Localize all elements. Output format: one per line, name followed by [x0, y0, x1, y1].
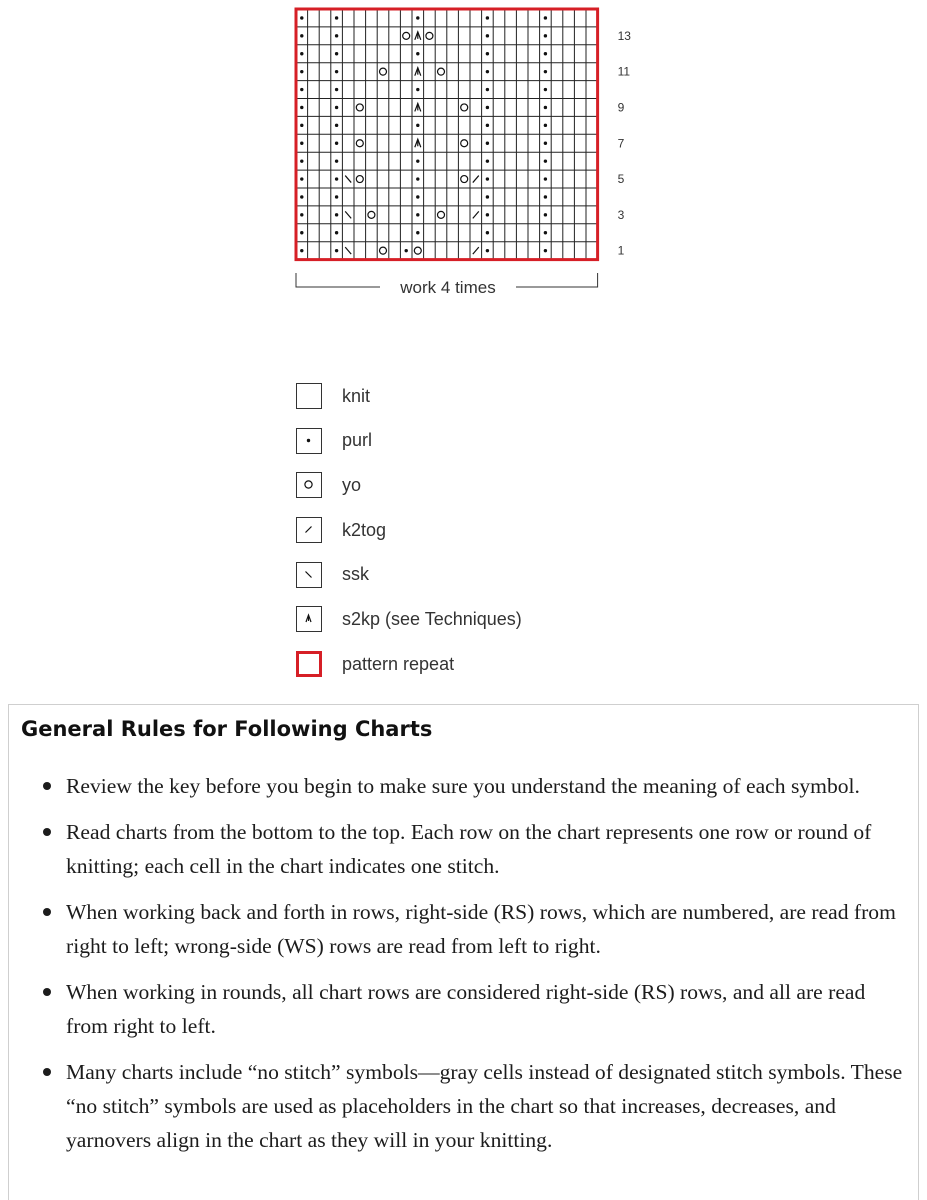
purl-icon — [335, 16, 338, 19]
yo-icon — [356, 176, 363, 183]
rule-text: Read charts from the bottom to the top. Each row on the chart represents one row or round of knitting; each cell in the chart indicates one stitch. — [66, 820, 872, 878]
purl-icon — [335, 88, 338, 91]
purl-icon — [544, 52, 547, 55]
legend-item-k2tog — [296, 516, 616, 544]
purl-icon — [544, 177, 547, 180]
bullet-icon — [43, 988, 51, 996]
purl-icon — [335, 142, 338, 145]
knitting-chart — [0, 0, 927, 300]
purl-icon — [335, 249, 338, 252]
rule-text: When working back and forth in rows, right-side (RS) rows, which are numbered, are read from right to left; wrong-side (WS) rows are read from left to right. — [66, 900, 896, 958]
yo-icon — [414, 247, 421, 254]
purl-icon — [486, 52, 489, 55]
purl-icon — [416, 231, 419, 234]
purl-icon — [486, 88, 489, 91]
k2tog-icon — [296, 517, 322, 543]
purl-icon — [335, 231, 338, 234]
purl-icon — [416, 195, 419, 198]
purl-icon — [416, 159, 419, 162]
purl-icon — [416, 52, 419, 55]
legend-label: knit — [342, 385, 371, 406]
s2kp-icon — [296, 606, 322, 632]
purl-icon — [300, 195, 303, 198]
row-number: 13 — [617, 28, 631, 43]
yo-icon — [356, 104, 363, 111]
bullet-icon — [43, 1068, 51, 1076]
rule-item — [66, 1055, 910, 1157]
purl-icon — [544, 70, 547, 73]
purl-icon — [416, 177, 419, 180]
yo-icon — [438, 68, 445, 75]
purl-icon — [300, 231, 303, 234]
purl-icon — [544, 16, 547, 19]
yo-icon — [461, 104, 468, 111]
purl-icon — [544, 34, 547, 37]
purl-icon — [335, 213, 338, 216]
purl-icon — [300, 88, 303, 91]
legend-item-s2kp — [296, 605, 616, 633]
chart-legend — [296, 382, 616, 695]
purl-icon — [405, 249, 408, 252]
purl-icon — [300, 52, 303, 55]
purl-icon — [300, 34, 303, 37]
repeat-caption: work 4 times — [380, 278, 516, 298]
purl-icon — [300, 142, 303, 145]
yo-icon — [380, 247, 387, 254]
purl-icon — [300, 70, 303, 73]
purl-icon — [335, 70, 338, 73]
purl-icon — [486, 213, 489, 216]
row-number: 7 — [617, 136, 625, 151]
rule-text: Many charts include “no stitch” symbols—gray cells instead of designated stitch symbols. These “no stitch” symbols are used as placeholders in the chart so that increases, decreases, and yarnovers align in the chart as they will in your knitting. — [66, 1060, 903, 1152]
purl-icon — [544, 159, 547, 162]
yo-icon — [356, 140, 363, 147]
rule-item — [66, 769, 910, 803]
purl-icon — [486, 231, 489, 234]
rule-item — [66, 895, 910, 963]
purl-icon — [486, 34, 489, 37]
yo-icon — [461, 176, 468, 183]
purl-icon — [544, 213, 547, 216]
purl-icon — [335, 106, 338, 109]
rule-text: Review the key before you begin to make sure you understand the meaning of each symbol. — [66, 774, 860, 798]
bullet-icon — [43, 828, 51, 836]
purl-icon — [416, 88, 419, 91]
yo-icon — [296, 472, 322, 498]
yo-icon — [461, 140, 468, 147]
purl-icon — [416, 124, 419, 127]
purl-icon — [416, 213, 419, 216]
ssk-icon — [345, 247, 351, 254]
rule-item — [66, 975, 910, 1043]
legend-item-pattern-repeat — [296, 650, 616, 678]
legend-label: purl — [342, 430, 373, 451]
legend-label: s2kp (see Techniques) — [342, 608, 522, 629]
rules-panel — [8, 704, 919, 1200]
row-number: 9 — [617, 100, 625, 115]
knit-icon — [296, 383, 322, 409]
purl-icon — [486, 16, 489, 19]
rules-list — [9, 769, 920, 1169]
purl-icon — [335, 34, 338, 37]
purl-icon — [300, 16, 303, 19]
purl-icon — [486, 249, 489, 252]
ssk-icon — [345, 176, 351, 183]
rule-text: When working in rounds, all chart rows are considered right-side (RS) rows, and all are read from right to left. — [66, 980, 866, 1038]
purl-icon — [300, 249, 303, 252]
purl-icon — [544, 88, 547, 91]
purl-icon — [544, 142, 547, 145]
row-number: 5 — [617, 172, 625, 187]
purl-icon — [300, 124, 303, 127]
purl-icon — [486, 106, 489, 109]
purl-icon — [335, 177, 338, 180]
k2tog-icon — [473, 176, 479, 183]
purl-icon — [335, 52, 338, 55]
purl-icon — [544, 249, 547, 252]
k2tog-icon — [473, 247, 479, 254]
ssk-icon — [296, 562, 322, 588]
purl-icon — [300, 213, 303, 216]
purl-icon — [335, 195, 338, 198]
purl-icon — [486, 177, 489, 180]
legend-label: k2tog — [342, 519, 387, 540]
legend-label: pattern repeat — [342, 653, 455, 674]
purl-icon — [300, 177, 303, 180]
yo-icon — [403, 32, 410, 39]
purl-icon — [544, 106, 547, 109]
purl-icon — [416, 16, 419, 19]
purl-icon — [300, 106, 303, 109]
purl-icon — [486, 195, 489, 198]
pattern-repeat-icon — [296, 651, 322, 677]
ssk-icon — [345, 211, 351, 218]
purl-icon — [296, 428, 322, 454]
purl-icon — [486, 70, 489, 73]
row-number: 1 — [617, 243, 625, 258]
purl-icon — [300, 159, 303, 162]
purl-icon — [544, 124, 547, 127]
purl-icon — [486, 124, 489, 127]
bullet-icon — [43, 908, 51, 916]
purl-icon — [544, 195, 547, 198]
purl-icon — [486, 142, 489, 145]
purl-icon — [544, 231, 547, 234]
legend-item-ssk — [296, 561, 616, 589]
yo-icon — [426, 32, 433, 39]
yo-icon — [438, 211, 445, 218]
k2tog-icon — [473, 211, 479, 218]
yo-icon — [368, 211, 375, 218]
purl-icon — [486, 159, 489, 162]
legend-item-yo — [296, 471, 616, 499]
legend-item-purl — [296, 427, 616, 455]
row-number: 3 — [617, 207, 625, 222]
rule-item — [66, 815, 910, 883]
bullet-icon — [43, 782, 51, 790]
yo-icon — [380, 68, 387, 75]
legend-label: ssk — [342, 564, 369, 585]
purl-icon — [335, 159, 338, 162]
row-number: 11 — [617, 64, 631, 79]
legend-label: yo — [342, 474, 362, 495]
legend-item-knit — [296, 382, 616, 410]
rules-title: General Rules for Following Charts — [21, 717, 433, 741]
purl-icon — [335, 124, 338, 127]
